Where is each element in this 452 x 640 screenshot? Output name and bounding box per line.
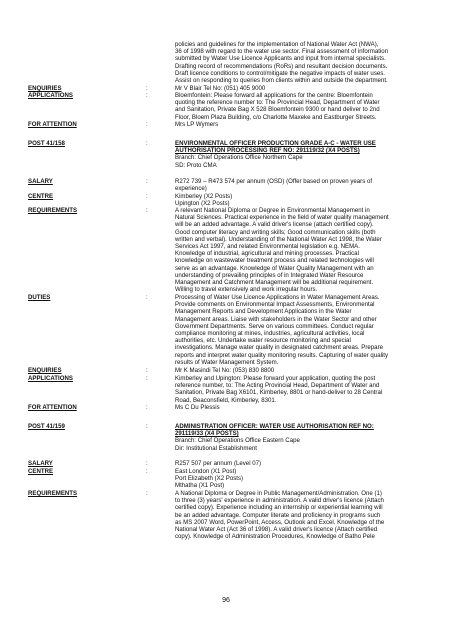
text-line: 36 of 1998 with regard to the water use sector. Final assessment of information	[175, 48, 389, 56]
post-title-line: AUTHORISATION PROCESSING REF NO: 291119/32 (X4 POSTS)	[175, 147, 360, 155]
centre-row	[28, 468, 424, 490]
salary-label: SALARY	[28, 178, 53, 185]
colon: :	[146, 294, 148, 301]
duties-value	[175, 294, 424, 366]
colon: :	[146, 178, 148, 185]
centre-label: CENTRE	[28, 193, 54, 200]
text-line: reference number, to: The Acting Provincial Head, Department of Water and	[175, 382, 380, 390]
enquiries-value	[175, 367, 424, 374]
branch-line: Branch: Chief Operations Office Eastern Cape	[175, 437, 300, 445]
text-line: be an added advantage. Computer literate and proficiency in programs such	[175, 511, 381, 519]
salary-label: SALARY	[28, 460, 53, 467]
text-line: Drafting record of recommendations (RoRs) and resultant decision documents.	[175, 62, 388, 70]
requirements-row	[28, 207, 424, 294]
text-line: Management Reports and Development Applications in the Water	[175, 308, 352, 316]
applications-value	[175, 92, 424, 121]
intro-text	[175, 41, 424, 84]
text-line: Government Departments. Serve on various committees. Conduct regular	[175, 322, 374, 330]
centre-value	[175, 193, 424, 207]
applications-row	[28, 92, 424, 122]
colon: :	[146, 490, 148, 497]
post-number-label: POST 41/158	[28, 140, 65, 147]
text-line: Knowledge of industrial, agricultural and mining processes. Practical	[175, 250, 359, 258]
text-line: R257 507 per annum (Level 07)	[175, 460, 262, 467]
post-title-line: ENVIRONMENTAL OFFICER PRODUCTION GRADE A-C - WATER USE	[175, 140, 376, 147]
text-line: East London (X1 Post)	[175, 468, 237, 475]
post-header-row	[28, 140, 424, 170]
text-line: to three (3) years' experience in administration. A valid driver's licence (Attach	[175, 497, 384, 505]
post-header-row	[28, 423, 424, 453]
colon: :	[146, 468, 148, 475]
page-number: 96	[222, 597, 230, 604]
colon: :	[146, 92, 148, 99]
duties-label: DUTIES	[28, 294, 51, 301]
text-line: Management and Catchment Management will be additional requirement.	[175, 279, 374, 287]
text-line: policies and guidelines for the implementation of National Water Act (NWA),	[175, 41, 379, 48]
text-line: knowledge on wastewater treatment process and related technologies will	[175, 257, 374, 265]
text-line: will be an added advantage. A valid driver's license (attach certified copy).	[175, 221, 374, 229]
requirements-row	[28, 490, 424, 542]
colon: :	[146, 404, 148, 411]
text-line: written and verbal). Understanding of the National Water Act 1998, the Water	[175, 235, 382, 243]
colon: :	[146, 207, 148, 214]
text-line: and Sanitation, Private Bag X 528 Bloemfontein 9300 or hand deliver to 2nd	[175, 106, 380, 114]
enquiries-label: ENQUIRIES	[28, 85, 62, 92]
text-line: understanding of prevailing principles of in Integrated Water Resource	[175, 271, 364, 279]
text-line: authorities, etc. Undertake water resource monitoring and special	[175, 337, 351, 345]
post-title-line: ADMINISTRATION OFFICER: WATER USE AUTHORISATION REF NO:	[175, 423, 374, 430]
text-line: Ms C Du Plessis	[175, 404, 220, 411]
text-line: Bloemfontein: Please forward all applications for the centre: Bloemfontein	[175, 92, 373, 99]
centre-row	[28, 193, 424, 208]
text-line: Mrs LP Wymers	[175, 121, 219, 128]
text-line: results of Water Management System.	[175, 358, 279, 366]
directorate-line: Dir: Institutional Establishment	[175, 444, 257, 452]
text-line: Sanitation, Private Bag X6101, Kimberley, 8801 or hand-deliver to 28 Central	[175, 389, 383, 397]
duties-row	[28, 294, 424, 367]
applications-label: APPLICATIONS	[28, 92, 73, 99]
text-line: National Water Act (Act 36 of 1998). A valid driver's licence (Attach certified	[175, 526, 378, 534]
text-line: Assist on responding to queries from clients within and outside the department.	[175, 77, 388, 85]
text-line: Mr V Blair Tel No: (051) 405 9000	[175, 85, 266, 92]
enquiries-label: ENQUIRIES	[28, 367, 62, 374]
attention-row	[28, 121, 424, 129]
text-line: certified copy). Experience including an internship or experiential learning will	[175, 504, 383, 512]
colon: :	[146, 121, 148, 128]
post-title-line: 291119/33 (X4 POSTS)	[175, 430, 239, 438]
colon: :	[146, 140, 148, 147]
salary-row	[28, 178, 424, 193]
directorate-line: SD: Proto CMA	[175, 161, 217, 169]
salary-value	[175, 460, 424, 467]
text-line: reports and interpret water quality monitoring results. Capturing of water quality	[175, 351, 389, 359]
attention-row	[28, 404, 424, 412]
centre-value	[175, 468, 424, 490]
attention-label: FOR ATTENTION	[28, 121, 77, 128]
text-line: serve as an advantage. Knowledge of Water Quality Management with an	[175, 264, 374, 272]
attention-value	[175, 404, 424, 411]
post-number-label: POST 41/159	[28, 423, 65, 430]
attention-value	[175, 121, 424, 128]
text-line: A National Diploma or Degree in Public Management/Administration. One (1)	[175, 490, 382, 497]
applications-label: APPLICATIONS	[28, 375, 73, 382]
colon: :	[146, 423, 148, 430]
branch-line: Branch: Chief Operations Office Northern Cape	[175, 154, 303, 162]
text-line: Kimberley (X2 Posts)	[175, 193, 233, 200]
colon: :	[146, 193, 148, 200]
text-line: copy). Knowledge of Administration Procedures, Knowledge of Batho Pele	[175, 533, 375, 541]
text-line: as MS 2007 Word, PowerPoint, Access, Outlook and Excel. Knowledge of the	[175, 518, 385, 526]
colon: :	[146, 85, 148, 92]
attention-label: FOR ATTENTION	[28, 404, 77, 411]
salary-value	[175, 178, 424, 192]
text-line: Services Act 1997, and related Environmental legislation e.g. NEMA.	[175, 243, 360, 251]
text-line: submitted by Water Use Licence Applicants and input from internal specialists.	[175, 55, 386, 63]
post-title-block	[175, 140, 424, 169]
requirements-value	[175, 207, 424, 293]
enquiries-row	[28, 367, 424, 375]
text-line: Draft licence conditions to control/mitigate the negative impacts of water uses.	[175, 69, 385, 77]
text-line: Port Elizabeth (X2 Posts)	[175, 475, 244, 483]
colon: :	[146, 367, 148, 374]
text-line: Good computer literacy and writing skills; Good communication skills (both	[175, 228, 376, 236]
text-line: Processing of Water Use Licence Applications in Water Management Areas.	[175, 294, 380, 301]
colon: :	[146, 375, 148, 382]
text-line: quoting the reference number to: The Provincial Head, Department of Water	[175, 99, 380, 107]
requirements-label: REQUIREMENTS	[28, 490, 78, 497]
text-line: investigations. Manage water quality in designated catchment areas. Prepare	[175, 344, 383, 352]
intro-block	[28, 41, 424, 85]
text-line: Mr K Masindi Tel No: (053) 830 8800	[175, 367, 275, 374]
text-line: experience)	[175, 185, 207, 193]
text-line: Willing to travel extensively and work irregular hours.	[175, 286, 318, 294]
text-line: Management areas. Liaise with stakeholders in the Water Sector and other	[175, 315, 377, 323]
centre-label: CENTRE	[28, 468, 54, 475]
applications-value	[175, 375, 424, 404]
text-line: Floor, Bloem Plaza Building, c/o Charlotte Maxeke and Eastburger Streets.	[175, 113, 377, 121]
requirements-label: REQUIREMENTS	[28, 207, 78, 214]
post-title-block	[175, 423, 424, 452]
text-line: A relevant National Diploma or Degree in Environmental Management in	[175, 207, 370, 214]
text-line: Mthatha (X1 Post)	[175, 482, 225, 490]
text-line: Natural Sciences. Practical experience in the field of water quality management	[175, 214, 389, 222]
colon: :	[146, 460, 148, 467]
text-line: Provide comments on Environmental Impact Assessments, Environmental	[175, 301, 375, 309]
text-line: R272 739 – R473 574 per annum (OSD) (Offer based on proven years of	[175, 178, 373, 185]
applications-row	[28, 375, 424, 405]
text-line: Kimberley and Upington: Please forward your application, quoting the post	[175, 375, 376, 382]
salary-row	[28, 460, 424, 468]
text-line: Upington (X2 Posts)	[175, 200, 230, 208]
requirements-value	[175, 490, 424, 540]
text-line: Road, Beaconsfield, Kimberley, 8301.	[175, 396, 277, 404]
text-line: compliance monitoring at mines, industries, agricultural activities, local	[175, 330, 365, 338]
